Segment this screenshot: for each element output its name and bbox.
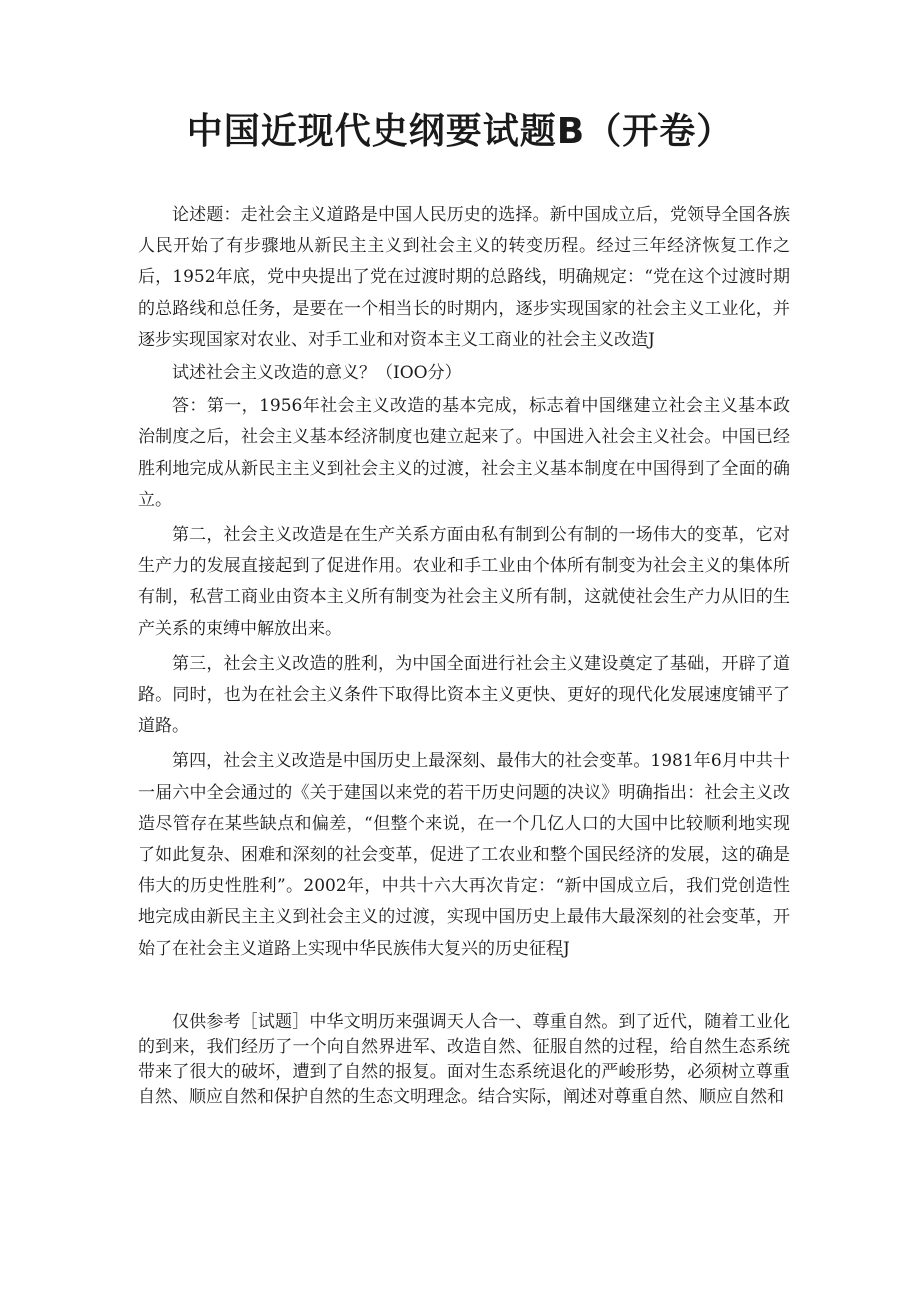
answer-paragraph-1: 答：第一，1956年社会主义改造的基本完成，标志着中国继建立社会主义基本政治制度之后，社会主义基本经济制度也建立起来了。中国进入社会主义社会。中国已经胜利地完成从新民主主义到社会主义的过渡，社会主义基本制度在中国得到了全面的确立。 <box>138 396 790 510</box>
question-paragraph: 试述社会主义改造的意义？（IOO分） <box>172 363 462 384</box>
answer-paragraph-2: 第二，社会主义改造是在生产关系方面由私有制到公有制的一场伟大的变革，它对生产力的发展直接起到了促进作用。农业和手工业由个体所有制变为社会主义的集体所有制，私营工商业由资本主义所有制变为社会主义所有制，这就使社会生产力从旧的生产关系的束缚中解放出来。 <box>138 525 790 639</box>
essay-body <box>138 200 790 965</box>
page-title: 中国近现代史纲要试题B（开卷） <box>186 111 734 152</box>
intro-paragraph: 论述题：走社会主义道路是中国人民历史的选择。新中国成立后，党领导全国各族人民开始了有步骤地从新民主主义到社会主义的转变历程。经过三年经济恢复工作之后，1952年底，党中央提出了党在过渡时期的总路线，明确规定：“党在这个过渡时期的总路线和总任务，是要在一个相当长的时期内，逐步实现国家的社会主义工业化，并逐步实现国家对农业、对手工业和对资本主义工商业的社会主义改造J <box>138 205 790 350</box>
answer-paragraph-3: 第三，社会主义改造的胜利，为中国全面进行社会主义建设奠定了基础，开辟了道路。同时，也为在社会主义条件下取得比资本主义更快、更好的现代化发展速度铺平了道路。 <box>138 653 790 737</box>
answer-paragraph-4: 第四，社会主义改造是中国历史上最深刻、最伟大的社会变革。1981年6月中共十一届六中全会通过的《关于建国以来党的若干历史问题的决议》明确指出：社会主义改造尽管存在某些缺点和偏差，“但整个来说，在一个几亿人口的大国中比较顺利地实现了如此复杂、困难和深刻的社会变革，促进了工农业和整个国民经济的发展，这的确是伟大的历史性胜利”。2002年，中共十六大再次肯定：“新中国成立后，我们党创造性地完成由新民主主义到社会主义的过渡，实现中国历史上最伟大最深刻的社会变革，开始了在社会主义道路上实现中华民族伟大复兴的历史征程J <box>138 751 790 959</box>
reference-paragraph: 仅供参考［试题］中华文明历来强调天人合一、尊重自然。到了近代，随着工业化的到来，我们经历了一个向自然界进军、改造自然、征服自然的过程，给自然生态系统带来了很大的破坏，遭到了自然的报复。面对生态系统退化的严峻形势，必须树立尊重自然、顺应自然和保护自然的生态文明理念。结合实际，阐述对尊重自然、顺应自然和 <box>138 1012 790 1107</box>
